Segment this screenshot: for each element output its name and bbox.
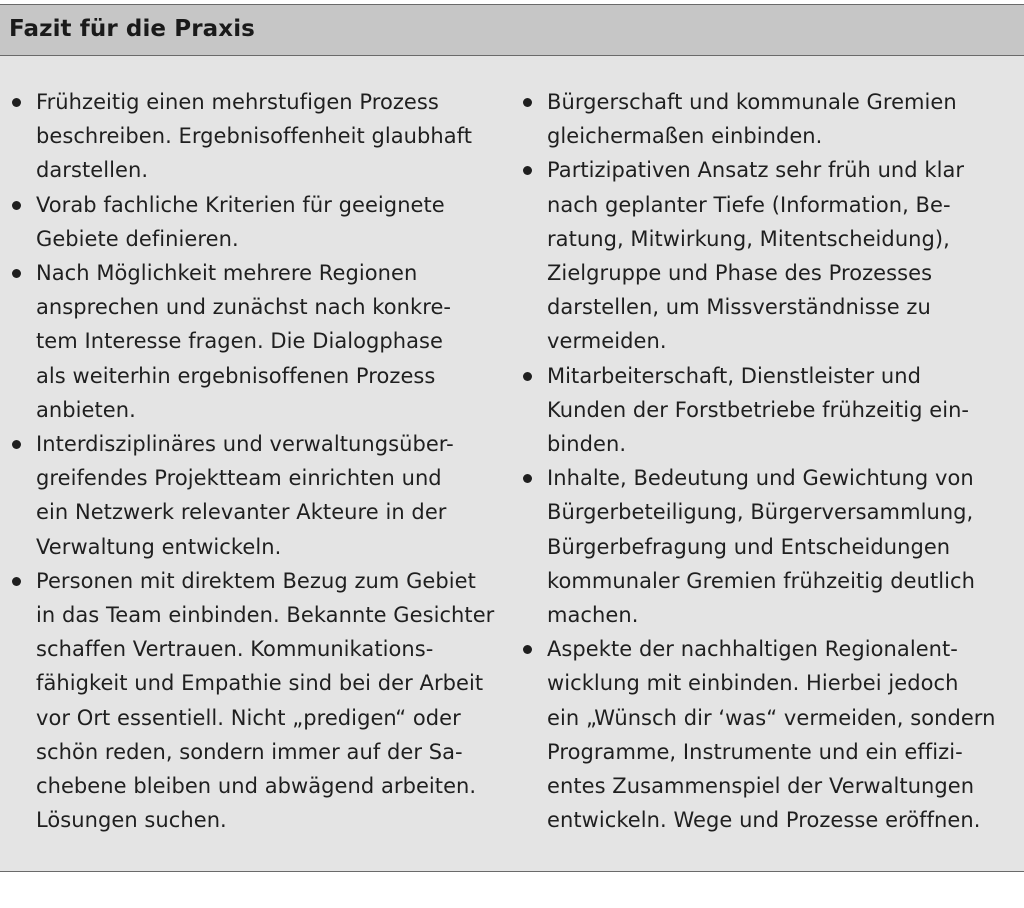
list-item: [6, 256, 506, 427]
bullet-icon: [12, 577, 21, 586]
bullet-icon: [523, 372, 532, 381]
box-header: [0, 5, 1024, 56]
list-item-text: Mitarbeiterschaft, Dienstleister und Kunden der Forstbetriebe frühzeitig ein- binden.: [547, 363, 970, 457]
bullet-icon: [523, 166, 532, 175]
list-item-text: Nach Möglichkeit mehrere Regionen ansprechen und zunächst nach konkre- tem Interesse fragen. Die Dialogphase als weiterhin ergebnisoffenen Prozess anbieten.: [36, 261, 452, 422]
bullet-icon: [12, 98, 21, 107]
bullet-icon: [12, 269, 21, 278]
bullet-icon: [523, 474, 532, 483]
list-item: [517, 359, 1007, 462]
list-item: [517, 461, 1007, 632]
list-item: [6, 188, 506, 256]
list-item-text: Bürgerschaft und kommunale Gremien gleichermaßen einbinden.: [547, 90, 957, 149]
list-item-text: Partizipativen Ansatz sehr früh und klar nach geplanter Tiefe (Information, Be- ratung, Mitwirkung, Mitentscheidung), Zielgruppe und Phase des Prozesses darstellen, um Missverständnisse zu vermeiden.: [547, 158, 965, 354]
list-item: [6, 564, 506, 838]
bullet-icon: [523, 645, 532, 654]
list-item: [6, 85, 506, 188]
list-item: [517, 85, 1007, 153]
bullet-icon: [12, 201, 21, 210]
list-item-text: Interdisziplinäres und verwaltungsüber- greifendes Projektteam einrichten und ein Netzwerk relevanter Akteure in der Verwaltung entwickeln.: [36, 432, 454, 559]
bullet-icon: [12, 440, 21, 449]
right-column-list: [517, 85, 1007, 837]
list-item: [517, 153, 1007, 358]
fazit-box: [0, 4, 1024, 872]
list-item: [6, 427, 506, 564]
list-item: [517, 632, 1007, 837]
list-item-text: Vorab fachliche Kriterien für geeignete Gebiete definieren.: [36, 192, 445, 251]
box-title: Fazit für die Praxis: [9, 16, 255, 42]
list-item-text: Personen mit direktem Bezug zum Gebiet in das Team einbinden. Bekannte Gesichter schaffen Vertrauen. Kommunikations- fähigkeit und Empathie sind bei der Arbeit vor Ort essentiell. Nicht „predigen“ oder schön reden, sondern immer auf der Sa- chebene bleiben und abwägend arbeiten. Lösungen suchen.: [36, 568, 495, 833]
bullet-icon: [523, 98, 532, 107]
left-column-list: [6, 85, 506, 837]
list-item-text: Aspekte der nachhaltigen Regionalent- wicklung mit einbinden. Hierbei jedoch ein „Wünsch dir ‘was“ vermeiden, sondern Programme, Instrumente und ein effizi- entes Zusammenspiel der Verwaltungen entwickeln. Wege und Prozesse eröffnen.: [547, 637, 996, 833]
list-item-text: Inhalte, Bedeutung und Gewichtung von Bürgerbeteiligung, Bürgerversammlung, Bürgerbefragung und Entscheidungen kommunaler Gremien frühzeitig deutlich machen.: [547, 466, 976, 628]
list-item-text: Frühzeitig einen mehrstufigen Prozess beschreiben. Ergebnisoffenheit glaubhaft darstellen.: [36, 90, 473, 183]
